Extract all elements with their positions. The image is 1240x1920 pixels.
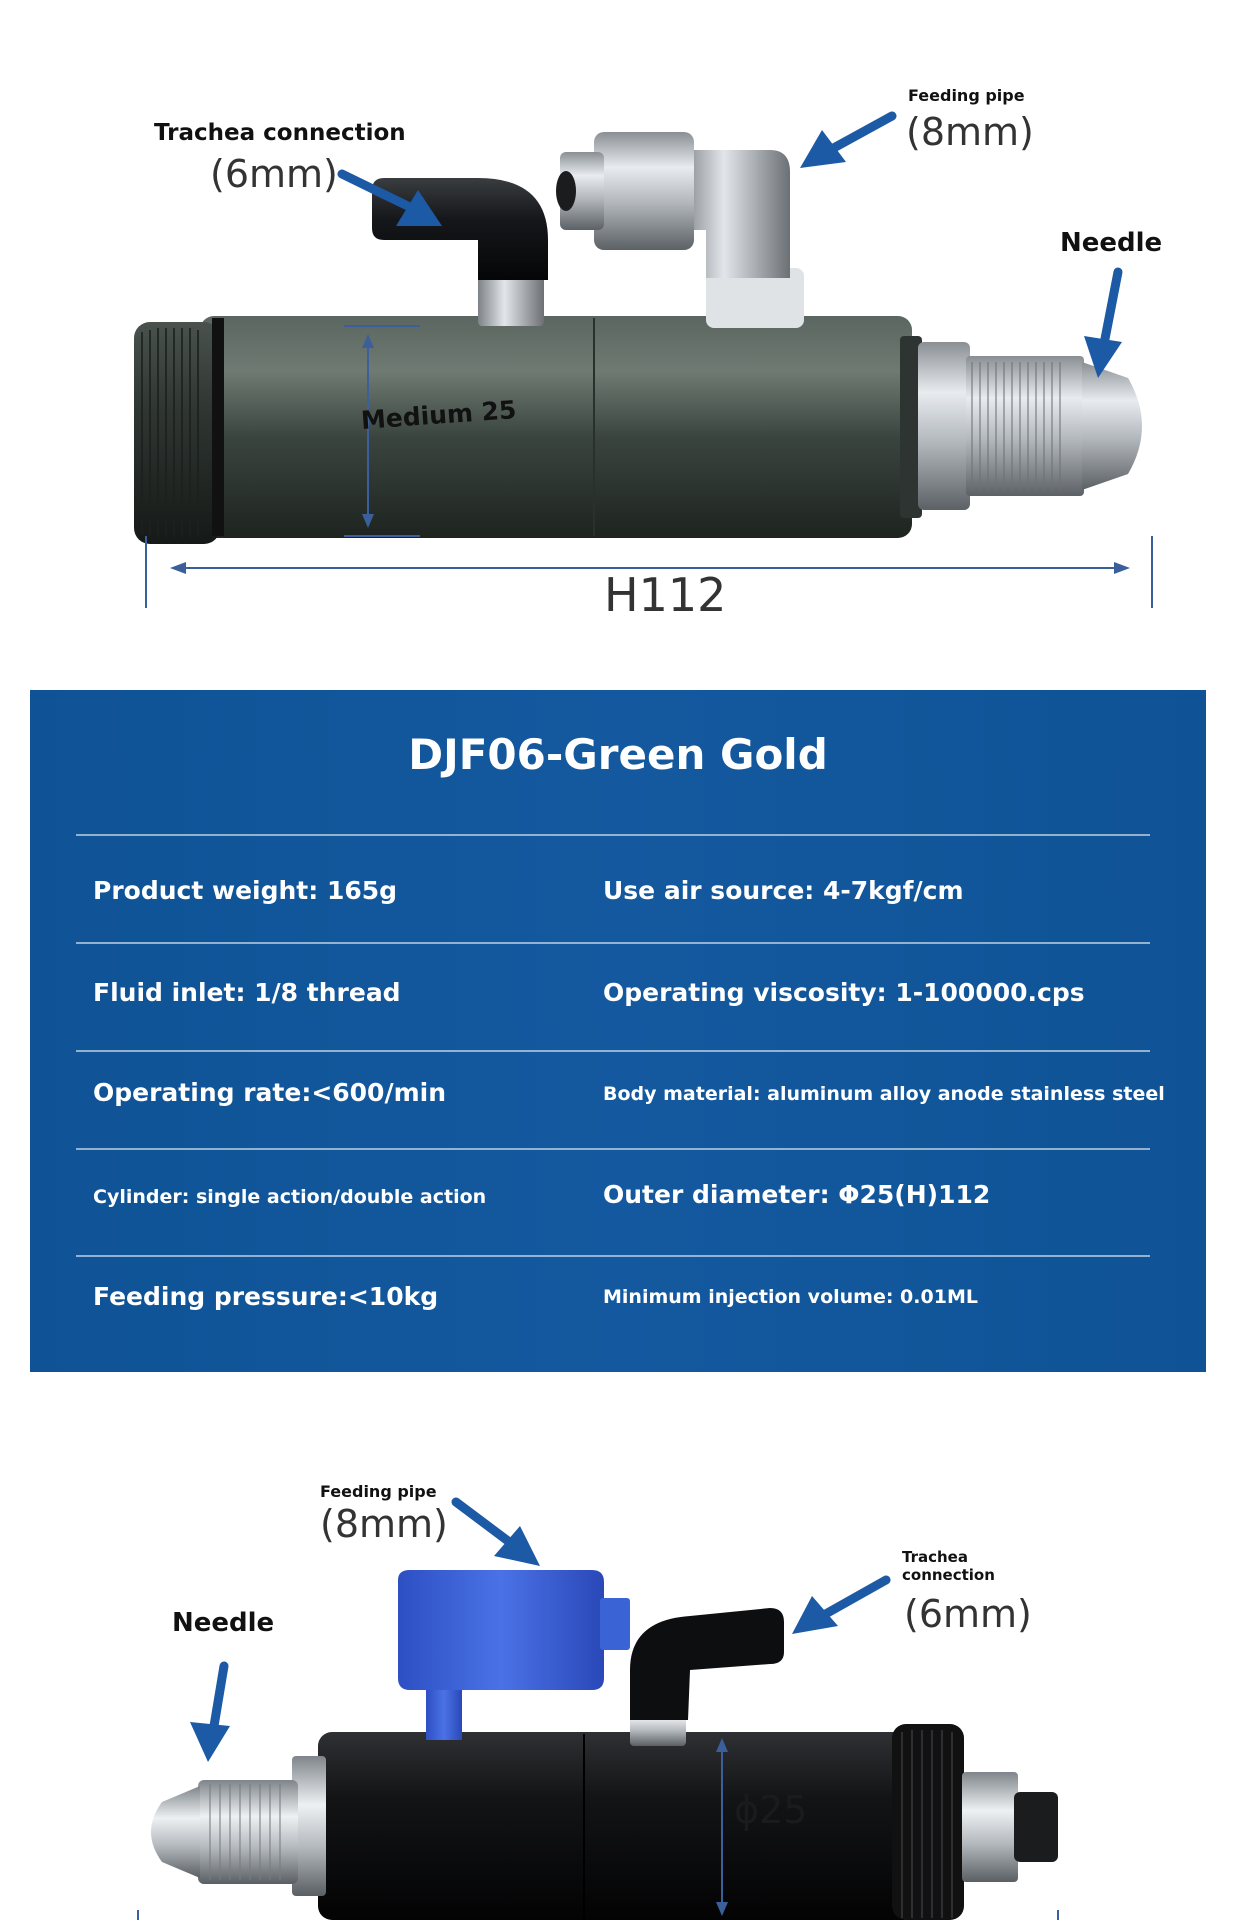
bottom-trachea-label-line2: connection: [902, 1566, 995, 1584]
top-feeding-elbow: [680, 150, 790, 278]
bottom-trachea-label-line1: Trachea: [902, 1548, 968, 1566]
bottom-product-section: [0, 1420, 1240, 1920]
bottom-needle-tip: [151, 1786, 200, 1878]
top-trachea-label: Trachea connection: [154, 120, 406, 146]
top-length-label: H112: [604, 568, 727, 622]
bottom-cylinder-body: [318, 1732, 918, 1920]
top-cylinder-body: [200, 316, 912, 538]
spec-divider: [76, 1050, 1150, 1052]
top-hex-nut: [918, 342, 970, 510]
top-knurled-cap: [134, 322, 220, 544]
spec-panel: [30, 690, 1206, 1372]
spec-air-source: Use air source: 4-7kgf/cm: [603, 876, 964, 905]
spec-cylinder: Cylinder: single action/double action: [93, 1186, 487, 1208]
bottom-diameter-label: ϕ25: [734, 1788, 808, 1832]
top-trachea-size: (6mm): [210, 152, 338, 196]
bottom-trachea-size: (6mm): [904, 1592, 1032, 1636]
spec-min-injection: Minimum injection volume: 0.01ML: [603, 1286, 978, 1308]
spec-divider: [76, 1255, 1150, 1257]
spec-feeding-pressure: Feeding pressure:<10kg: [93, 1282, 439, 1311]
top-product-section: [0, 0, 1240, 640]
bottom-feeding-size: (8mm): [320, 1502, 448, 1546]
spec-body-material: Body material: aluminum alloy anode stainless steel: [603, 1083, 1165, 1105]
top-product-illustration: [0, 0, 1240, 640]
spec-operating-viscosity: Operating viscosity: 1-100000.cps: [603, 978, 1085, 1007]
top-feeding-size: (8mm): [906, 110, 1034, 154]
spec-divider: [76, 834, 1150, 836]
bottom-needle-label: Needle: [172, 1608, 275, 1638]
spec-title: DJF06-Green Gold: [408, 730, 828, 779]
top-medium-label: Medium 25: [360, 395, 518, 435]
top-feeding-arrow: [800, 116, 892, 168]
spec-outer-diameter: Outer diameter: Φ25(H)112: [603, 1180, 991, 1209]
spec-product-weight: Product weight: 165g: [93, 876, 398, 905]
bottom-feeding-fitting: [398, 1570, 604, 1690]
top-needle-arrow: [1084, 272, 1122, 378]
bottom-trachea-fitting: [630, 1608, 784, 1720]
bottom-needle-arrow: [190, 1666, 230, 1762]
top-needle-tip: [1082, 362, 1142, 490]
spec-fluid-inlet: Fluid inlet: 1/8 thread: [93, 978, 401, 1007]
bottom-feeding-arrow: [456, 1502, 540, 1566]
bottom-trachea-arrow: [792, 1580, 886, 1634]
bottom-feeding-label: Feeding pipe: [320, 1482, 437, 1501]
spec-divider: [76, 1148, 1150, 1150]
bottom-product-illustration: [0, 1420, 1240, 1920]
top-needle-label: Needle: [1060, 228, 1163, 258]
spec-operating-rate: Operating rate:<600/min: [93, 1078, 447, 1107]
spec-divider: [76, 942, 1150, 944]
top-feeding-label: Feeding pipe: [908, 86, 1025, 105]
top-trachea-fitting: [372, 178, 548, 280]
